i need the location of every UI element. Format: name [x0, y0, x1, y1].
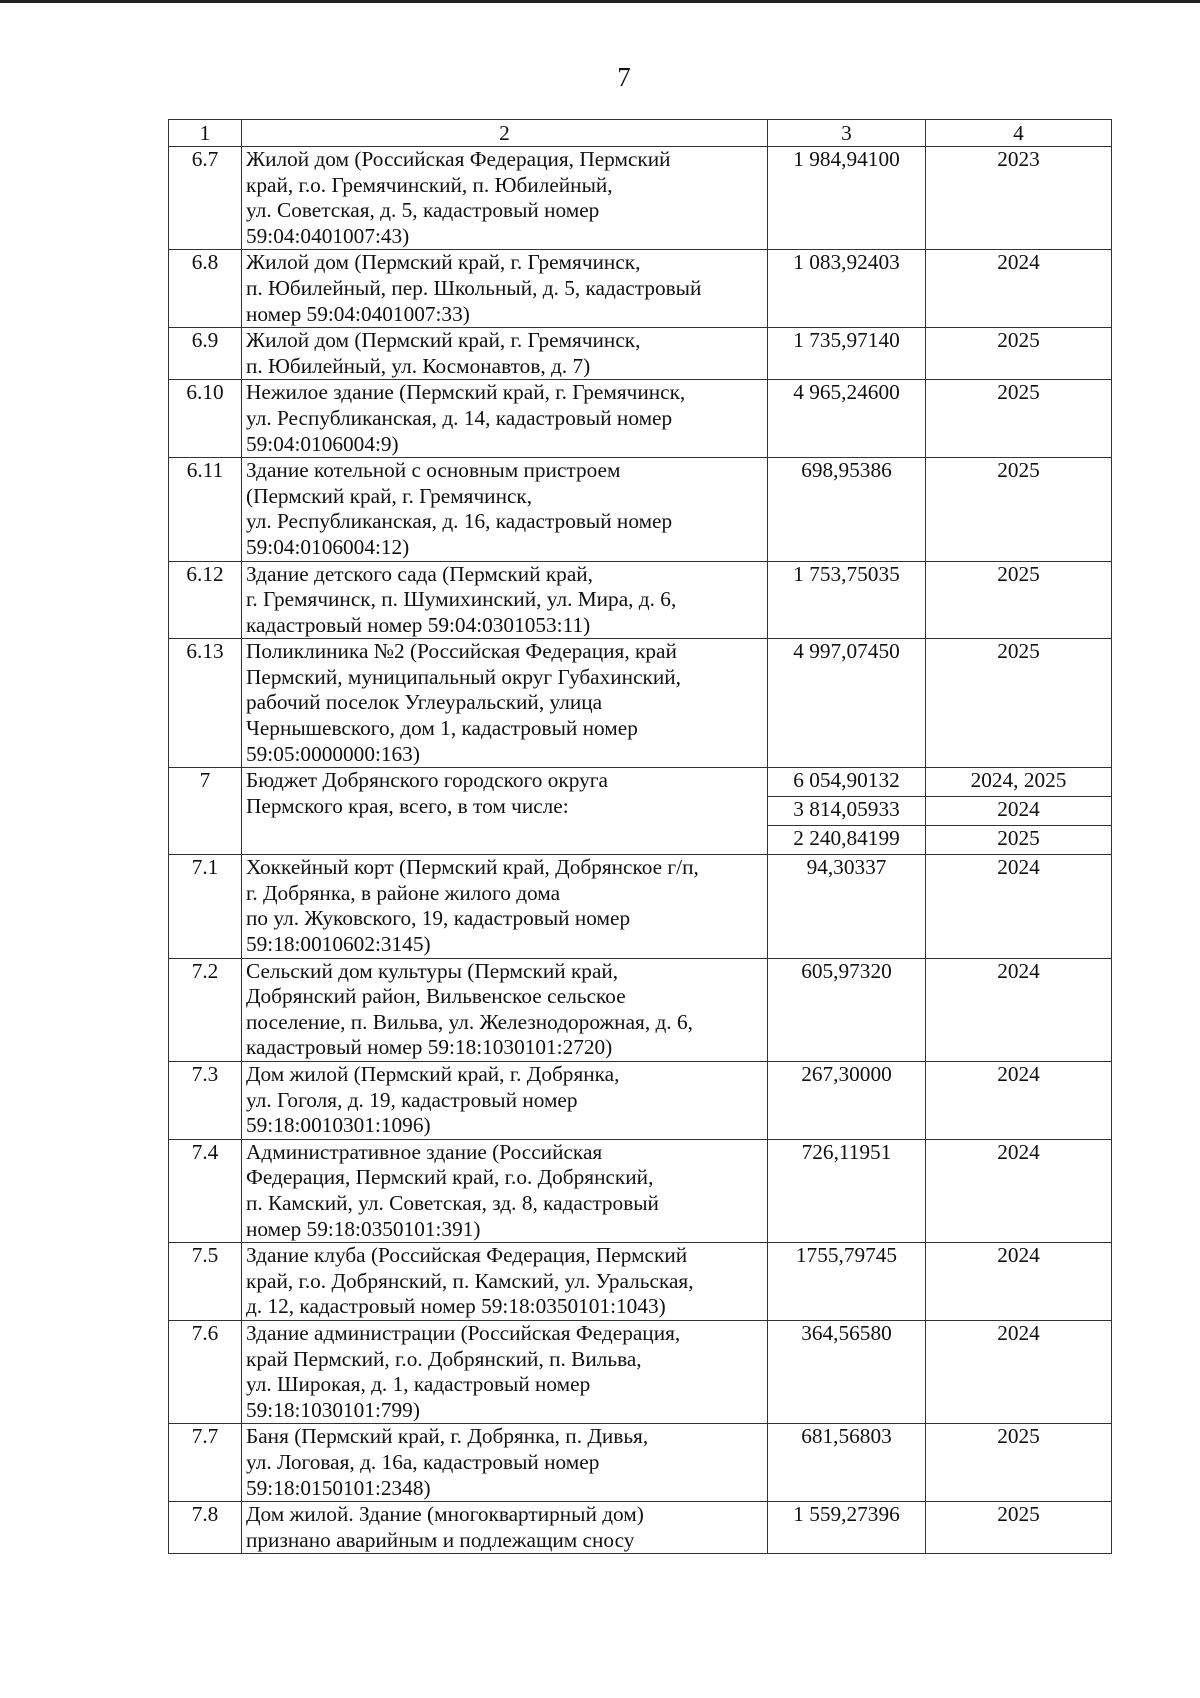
row-amount: 1755,79745 — [768, 1243, 926, 1321]
table-row — [169, 768, 1112, 797]
description-line: 59:05:0000000:163) — [246, 741, 420, 766]
description-line: ул. Республиканская, д. 16, кадастровый номер — [246, 509, 673, 534]
table-row — [169, 380, 1112, 458]
table-header-row — [169, 120, 1112, 147]
row-number: 6.12 — [169, 561, 242, 639]
description-line: ул. Советская, д. 5, кадастровый номер — [246, 198, 600, 223]
description-line: номер 59:18:0350101:391) — [246, 1216, 481, 1241]
header-cell: 4 — [926, 120, 1112, 147]
row-year: 2024 — [926, 855, 1112, 958]
description-line: г. Гремячинск, п. Шумихинский, ул. Мира, д. 6, — [246, 587, 677, 612]
table-row — [169, 1062, 1112, 1140]
description-line: п. Юбилейный, ул. Космонавтов, д. 7) — [246, 353, 591, 378]
row-description — [242, 561, 768, 639]
row-amount: 605,97320 — [768, 958, 926, 1061]
table-row — [169, 250, 1112, 328]
table-row — [169, 458, 1112, 561]
row-year: 2024 — [926, 958, 1112, 1061]
row-number: 6.8 — [169, 250, 242, 328]
row-amount: 4 965,24600 — [768, 380, 926, 458]
description-line: 59:18:0010602:3145) — [246, 932, 431, 957]
description-line: Добрянский район, Вильвенское сельское — [246, 984, 626, 1009]
description-line: 59:04:0106004:9) — [246, 431, 399, 456]
description-line: Здание котельной с основным пристроем — [246, 458, 621, 483]
description-line: ул. Логовая, д. 16а, кадастровый номер — [246, 1449, 600, 1474]
row-year: 2024 — [926, 250, 1112, 328]
row-amount: 6 054,90132 — [768, 768, 926, 797]
row-number: 7.7 — [169, 1424, 242, 1502]
table-row — [169, 958, 1112, 1061]
table-row — [169, 147, 1112, 250]
row-year: 2024 — [926, 1320, 1112, 1423]
row-description — [242, 1062, 768, 1140]
row-description — [242, 958, 768, 1061]
description-line: Пермский, муниципальный округ Губахинский, — [246, 664, 681, 689]
description-line: рабочий поселок Углеуральский, улица — [246, 690, 603, 715]
description-line: Здание клуба (Российская Федерация, Пермский — [246, 1243, 688, 1268]
header-cell: 3 — [768, 120, 926, 147]
description-line: Федерация, Пермский край, г.о. Добрянский, — [246, 1165, 654, 1190]
row-amount: 94,30337 — [768, 855, 926, 958]
row-year: 2025 — [926, 328, 1112, 380]
table-row — [169, 561, 1112, 639]
row-year: 2025 — [926, 458, 1112, 561]
description-line: номер 59:04:0401007:33) — [246, 301, 470, 326]
description-line: Здание детского сада (Пермский край, — [246, 561, 593, 586]
row-year: 2025 — [926, 826, 1112, 855]
row-amount: 1 559,27396 — [768, 1502, 926, 1554]
row-number: 7.1 — [169, 855, 242, 958]
row-year: 2025 — [926, 1424, 1112, 1502]
row-description — [242, 1243, 768, 1321]
description-line: по ул. Жуковского, 19, кадастровый номер — [246, 906, 631, 931]
description-line: Здание администрации (Российская Федерация, — [246, 1320, 681, 1345]
row-amount: 3 814,05933 — [768, 797, 926, 826]
row-number: 7.4 — [169, 1139, 242, 1242]
header-cell: 2 — [242, 120, 768, 147]
description-line: (Пермский край, г. Гремячинск, — [246, 483, 533, 508]
row-number: 6.9 — [169, 328, 242, 380]
description-line: Нежилое здание (Пермский край, г. Гремячинск, — [246, 380, 686, 405]
row-description — [242, 768, 768, 855]
description-line: кадастровый номер 59:18:1030101:2720) — [246, 1035, 613, 1060]
description-line: кадастровый номер 59:04:0301053:11) — [246, 612, 591, 637]
page-number: 7 — [617, 62, 631, 92]
row-description — [242, 1502, 768, 1554]
table-row — [169, 639, 1112, 768]
description-line: Баня (Пермский край, г. Добрянка, п. Дивья, — [246, 1424, 649, 1449]
row-number: 7 — [169, 768, 242, 855]
description-line: признано аварийным и подлежащим сносу — [246, 1527, 635, 1552]
row-amount: 726,11951 — [768, 1139, 926, 1242]
row-description — [242, 380, 768, 458]
table-row — [169, 1502, 1112, 1554]
top-border-line — [0, 0, 1200, 3]
table-row — [169, 1320, 1112, 1423]
description-line: 59:18:0150101:2348) — [246, 1475, 431, 1500]
description-line: край, г.о. Гремячинский, п. Юбилейный, — [246, 172, 613, 197]
row-number: 7.3 — [169, 1062, 242, 1140]
row-number: 6.7 — [169, 147, 242, 250]
row-number: 7.6 — [169, 1320, 242, 1423]
description-line: Чернышевского, дом 1, кадастровый номер — [246, 716, 638, 741]
description-line: край, г.о. Добрянский, п. Камский, ул. Уральская, — [246, 1268, 694, 1293]
row-number: 6.11 — [169, 458, 242, 561]
description-line: Пермского края, всего, в том числе: — [246, 793, 569, 818]
row-amount: 2 240,84199 — [768, 826, 926, 855]
description-line: Административное здание (Российская — [246, 1139, 603, 1164]
row-description — [242, 1139, 768, 1242]
row-amount: 4 997,07450 — [768, 639, 926, 768]
row-amount: 267,30000 — [768, 1062, 926, 1140]
row-amount: 1 753,75035 — [768, 561, 926, 639]
row-year: 2024, 2025 — [926, 768, 1112, 797]
row-description — [242, 855, 768, 958]
row-description — [242, 639, 768, 768]
objects-table — [168, 119, 1112, 1554]
header-cell: 1 — [169, 120, 242, 147]
row-year: 2025 — [926, 639, 1112, 768]
description-line: Хоккейный корт (Пермский край, Добрянское г/п, — [246, 855, 699, 880]
description-line: поселение, п. Вильва, ул. Железнодорожная, д. 6, — [246, 1009, 693, 1034]
row-year: 2025 — [926, 380, 1112, 458]
row-number: 6.10 — [169, 380, 242, 458]
description-line: г. Добрянка, в районе жилого дома — [246, 880, 561, 905]
description-line: Поликлиника №2 (Российская Федерация, край — [246, 639, 677, 664]
row-description — [242, 147, 768, 250]
row-amount: 364,56580 — [768, 1320, 926, 1423]
description-line: ул. Гоголя, д. 19, кадастровый номер — [246, 1087, 578, 1112]
description-line: п. Камский, ул. Советская, зд. 8, кадастровый — [246, 1190, 659, 1215]
row-year: 2024 — [926, 1062, 1112, 1140]
row-year: 2024 — [926, 1139, 1112, 1242]
description-line: ул. Республиканская, д. 14, кадастровый номер — [246, 405, 673, 430]
row-description — [242, 328, 768, 380]
row-number: 7.2 — [169, 958, 242, 1061]
row-year: 2024 — [926, 1243, 1112, 1321]
row-description — [242, 458, 768, 561]
description-line: Бюджет Добрянского городского округа — [246, 768, 608, 793]
row-year: 2024 — [926, 797, 1112, 826]
description-line: 59:04:0106004:12) — [246, 534, 410, 559]
description-line: Жилой дом (Российская Федерация, Пермский — [246, 147, 671, 171]
description-line: п. Юбилейный, пер. Школьный, д. 5, кадастровый — [246, 275, 702, 300]
table-row — [169, 328, 1112, 380]
row-amount: 1 984,94100 — [768, 147, 926, 250]
description-line: Жилой дом (Пермский край, г. Гремячинск, — [246, 250, 641, 275]
row-description — [242, 1320, 768, 1423]
description-line: Сельский дом культуры (Пермский край, — [246, 958, 619, 983]
row-description — [242, 1424, 768, 1502]
row-year: 2025 — [926, 1502, 1112, 1554]
description-line: Жилой дом (Пермский край, г. Гремячинск, — [246, 328, 641, 353]
row-year: 2025 — [926, 561, 1112, 639]
row-amount: 1 083,92403 — [768, 250, 926, 328]
description-line: Дом жилой. Здание (многоквартирный дом) — [246, 1502, 644, 1527]
description-line: 59:04:0401007:43) — [246, 223, 410, 248]
row-description — [242, 250, 768, 328]
row-amount: 681,56803 — [768, 1424, 926, 1502]
row-amount: 1 735,97140 — [768, 328, 926, 380]
description-line: д. 12, кадастровый номер 59:18:0350101:1043) — [246, 1294, 666, 1319]
row-amount: 698,95386 — [768, 458, 926, 561]
description-line: Дом жилой (Пермский край, г. Добрянка, — [246, 1062, 620, 1086]
table-row — [169, 1139, 1112, 1242]
row-number: 6.13 — [169, 639, 242, 768]
description-line: 59:18:0010301:1096) — [246, 1113, 431, 1138]
description-line: ул. Широкая, д. 1, кадастровый номер — [246, 1372, 591, 1397]
description-line: край Пермский, г.о. Добрянский, п. Вильва, — [246, 1346, 642, 1371]
table-row — [169, 1424, 1112, 1502]
description-line: 59:18:1030101:799) — [246, 1397, 420, 1422]
row-year: 2023 — [926, 147, 1112, 250]
row-number: 7.8 — [169, 1502, 242, 1554]
row-number: 7.5 — [169, 1243, 242, 1321]
table-row — [169, 855, 1112, 958]
table-row — [169, 1243, 1112, 1321]
